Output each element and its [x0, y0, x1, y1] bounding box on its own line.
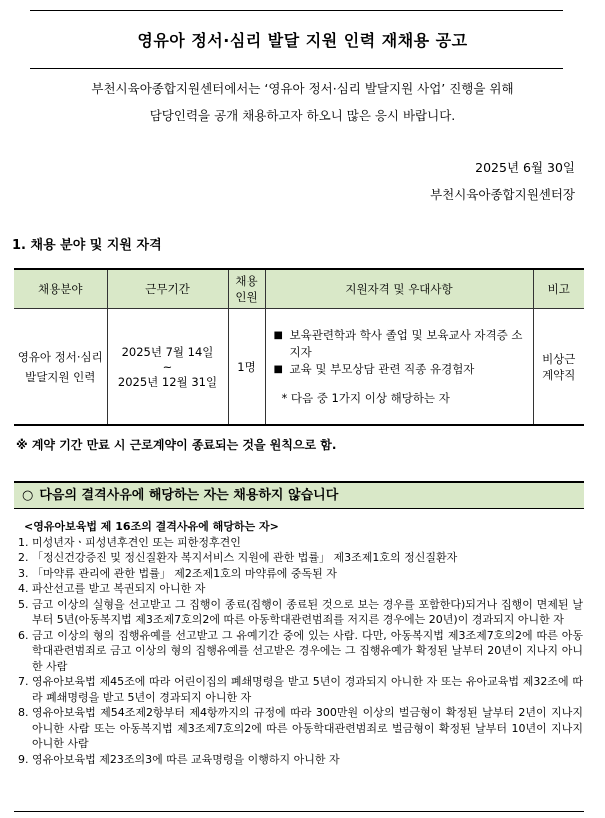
cell-qualification — [265, 309, 533, 426]
top-rule — [30, 10, 563, 11]
cell-note: 비상근 계약직 — [533, 309, 584, 426]
qualification-item: ■ 보육관련학과 학사 졸업 및 보육교사 자격증 소지자 — [273, 327, 523, 359]
cell-count: 1명 — [228, 309, 265, 426]
list-item: 5. 금고 이상의 실형을 선고받고 그 집행이 종료(집행이 종료된 것으로 보는 경우를 포함한다)되거나 집행이 면제된 날부터 5년(아동복지법 제3조제7호의2에 따른 아동학대관련범죄를 저지른 경우에는 20년)이 경과되지 아니한 자 — [18, 597, 583, 626]
page-title: 영유아 정서·심리 발달 지원 인력 재채용 공고 — [137, 31, 468, 50]
square-bullet-icon: ■ — [273, 329, 283, 341]
header-field: 채용분야 — [14, 269, 107, 309]
intro-line-2: 담당인력을 공개 채용하고자 하오니 많은 응시 바랍니다. — [149, 108, 456, 123]
table-row — [14, 309, 584, 426]
section-1-title: 1. 채용 분야 및 지원 자격 — [12, 238, 162, 253]
issuer: 부천시육아종합지원센터장 — [430, 187, 575, 202]
header-period: 근무기간 — [107, 269, 228, 309]
disqualification-heading-box — [14, 481, 584, 509]
list-item: 6. 금고 이상의 형의 집행유예를 선고받고 그 유예기간 중에 있는 사람. 다만, 아동복지법 제3조제7호의2에 따른 아동학대관련범죄로 금고 이상의 형의 집행유예를 선고받은 경우에는 그 집행유예가 확정된 날부터 20년이 지나지 아니한 사람 — [18, 628, 583, 673]
cell-period: 2025년 7월 14일 ~ 2025년 12월 31일 — [107, 309, 228, 426]
square-bullet-icon: ■ — [273, 363, 283, 375]
disqualification-list — [18, 535, 583, 768]
recruitment-table — [14, 268, 584, 426]
disqualification-heading: 다음의 결격사유에 해당하는 자는 채용하지 않습니다 — [39, 488, 339, 503]
title-rule — [30, 68, 563, 69]
list-item: 3. 「마약류 관리에 관한 법률」 제2조제1호의 마약류에 중독된 자 — [18, 566, 337, 580]
list-item: 2. 「정신건강증진 및 정신질환자 복지서비스 지원에 관한 법률」 제3조제1호의 정신질환자 — [18, 551, 458, 564]
disqualification-list-section — [18, 519, 583, 767]
disqualification-subheading: <영유아보육법 제 16조의 결격사유에 해당하는 자> — [24, 520, 279, 533]
contract-notice: ※ 계약 기간 만료 시 근로계약이 종료되는 것을 원칙으로 함. — [16, 438, 337, 452]
list-item: 8. 영유아보육법 제54조제2항부터 제4항까지의 규정에 따라 300만원 이상의 벌금형이 확정된 날부터 2년이 지나지 아니한 사람 또는 아동복지법 제3조제7호의2에 따른 아동학대관련범죄로 벌금형이 확정된 날부터 10년이 지나지 아니한 사람 — [18, 706, 583, 750]
header-count: 채용 인원 — [228, 269, 265, 309]
table-header-row — [14, 269, 584, 309]
list-item: 4. 파산선고를 받고 복권되지 아니한 자 — [18, 582, 206, 595]
header-note: 비고 — [533, 269, 584, 309]
qualification-note: * 다음 중 1가지 이상 해당하는 자 — [281, 390, 450, 405]
list-item: 1. 미성년자ㆍ피성년후견인 또는 피한정후견인 — [18, 535, 241, 549]
bottom-rule — [14, 811, 584, 812]
header-qualification: 지원자격 및 우대사항 — [265, 269, 533, 309]
circle-icon: ○ — [22, 488, 34, 503]
qualification-item: ■ 교육 및 부모상담 관련 직종 유경험자 — [273, 361, 475, 376]
cell-field: 영유아 정서·심리 발달지원 인력 — [14, 309, 107, 426]
intro-line-1: 부천시육아종합지원센터에서는 ‘영유아 정서·심리 발달지원 사업’ 진행을 위해 — [91, 81, 514, 96]
announcement-date: 2025년 6월 30일 — [475, 160, 575, 175]
list-item: 9. 영유아보육법 제23조의3에 따른 교육명령을 이행하지 아니한 자 — [18, 752, 340, 766]
list-item: 7. 영유아보육법 제45조에 따라 어린이집의 폐쇄명령을 받고 5년이 경과되지 아니한 자 또는 유아교육법 제32조에 따라 폐쇄명령을 받고 5년이 경과되지 아니한 자 — [18, 675, 583, 704]
